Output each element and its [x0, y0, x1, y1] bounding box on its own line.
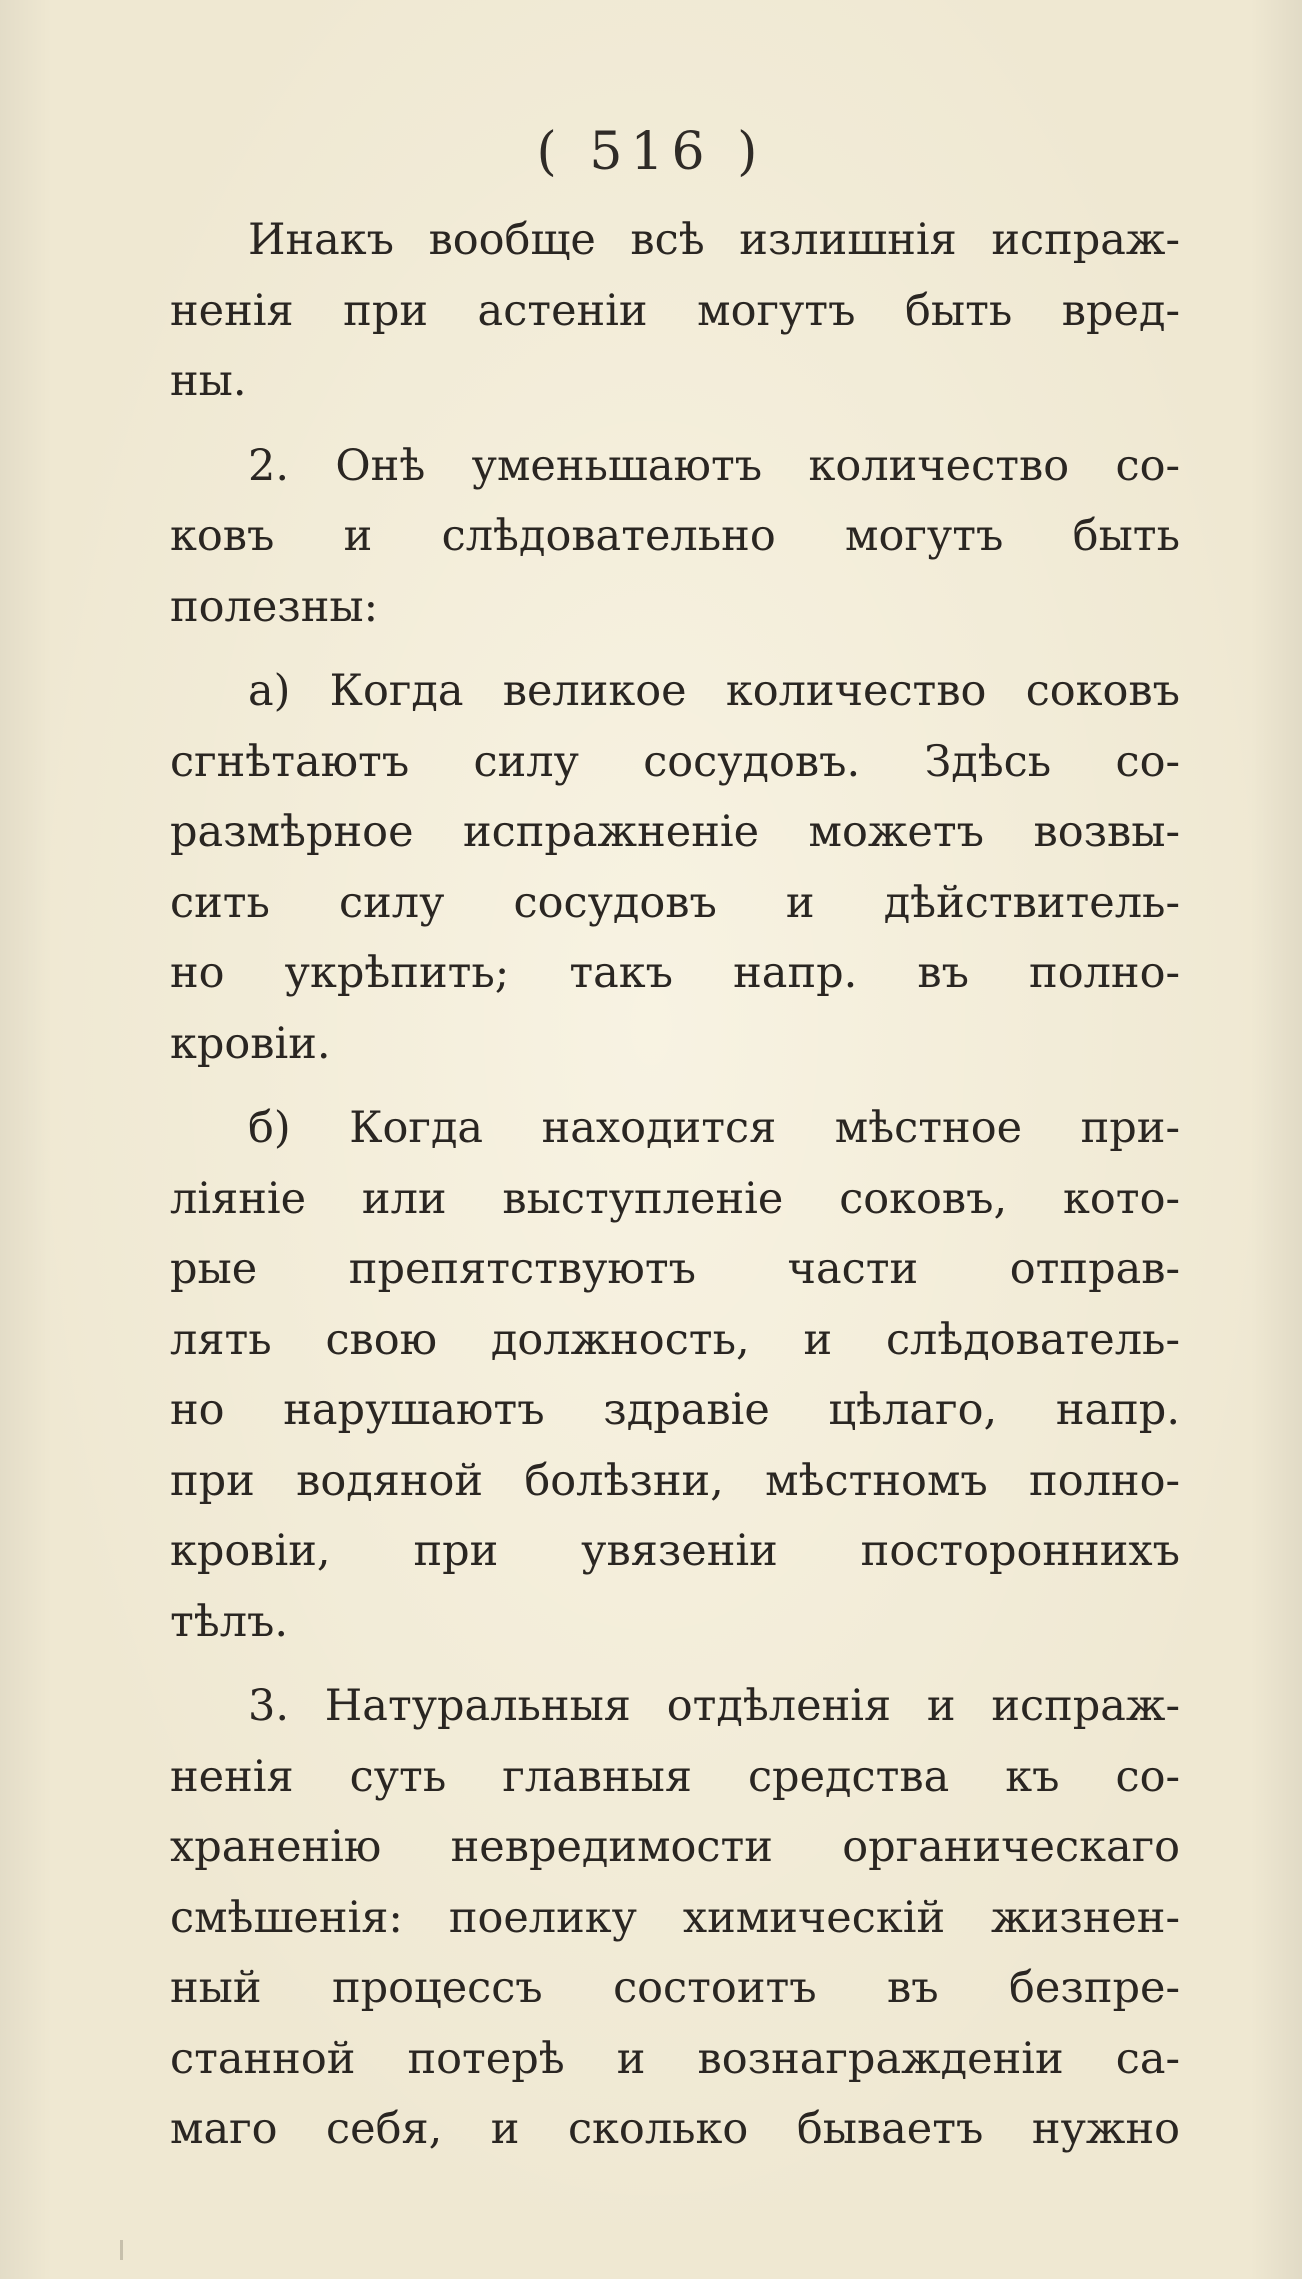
text-line: сгнѣтаютъ силу сосудовъ. Здѣсь со-	[170, 736, 1180, 787]
paragraph-gap	[170, 642, 1180, 656]
paragraph: б) Когда находится мѣстное при-	[248, 1103, 1180, 1153]
paragraph-gap	[170, 1657, 1180, 1671]
text-line: рые препятствуютъ части отправ-	[170, 1244, 1180, 1294]
text-line: кровіи.	[170, 1018, 331, 1069]
paragraph-gap	[170, 417, 1180, 431]
text-line: ный процессъ состоитъ въ безпре-	[170, 1963, 1180, 2013]
paper-mark	[120, 2240, 123, 2260]
text-line: тѣлъ.	[170, 1596, 289, 1647]
text-line: кровіи, при увязеніи постороннихъ	[170, 1526, 1180, 1576]
text-line: сить силу сосудовъ и дѣйствитель-	[170, 877, 1180, 928]
text-line: ковъ и слѣдовательно могутъ быть	[170, 511, 1180, 561]
text-line: лять свою должность, и слѣдователь-	[170, 1314, 1180, 1365]
paragraph: а) Когда великое количество соковъ	[248, 666, 1180, 716]
text-line: станной потерѣ и вознагражденіи са-	[170, 2033, 1180, 2084]
paragraph: Инакъ вообще всѣ излишнія испраж-	[248, 215, 1180, 265]
paragraph: 3. Натуральныя отдѣленія и испраж-	[248, 1681, 1180, 1731]
text-line: ліяніе или выступленіе соковъ, кото-	[170, 1173, 1180, 1224]
text-line: смѣшенія: поелику химическій жизнен-	[170, 1892, 1180, 1943]
page-number: ( 516 )	[536, 122, 766, 182]
text-line: но нарушаютъ здравіе цѣлаго, напр.	[170, 1385, 1180, 1435]
paragraph: 2. Онѣ уменьшаютъ количество со-	[248, 440, 1180, 491]
text-line: но укрѣпить; такъ напр. въ полно-	[170, 948, 1180, 998]
text-line: ны.	[170, 356, 247, 406]
text-line: маго себя, и сколько бываетъ нужно	[170, 2104, 1180, 2154]
body-text	[170, 205, 1180, 2165]
paragraph-gap	[170, 1079, 1180, 1093]
text-line: храненію невредимости органическаго	[170, 1822, 1180, 1872]
text-line: ненія при астеніи могутъ быть вред-	[170, 285, 1180, 336]
text-line: при водяной болѣзни, мѣстномъ полно-	[170, 1455, 1180, 1506]
text-line: полезны:	[170, 581, 379, 632]
text-line: размѣрное испражненіе можетъ возвы-	[170, 807, 1180, 857]
text-line: ненія суть главныя средства къ со-	[170, 1751, 1180, 1802]
